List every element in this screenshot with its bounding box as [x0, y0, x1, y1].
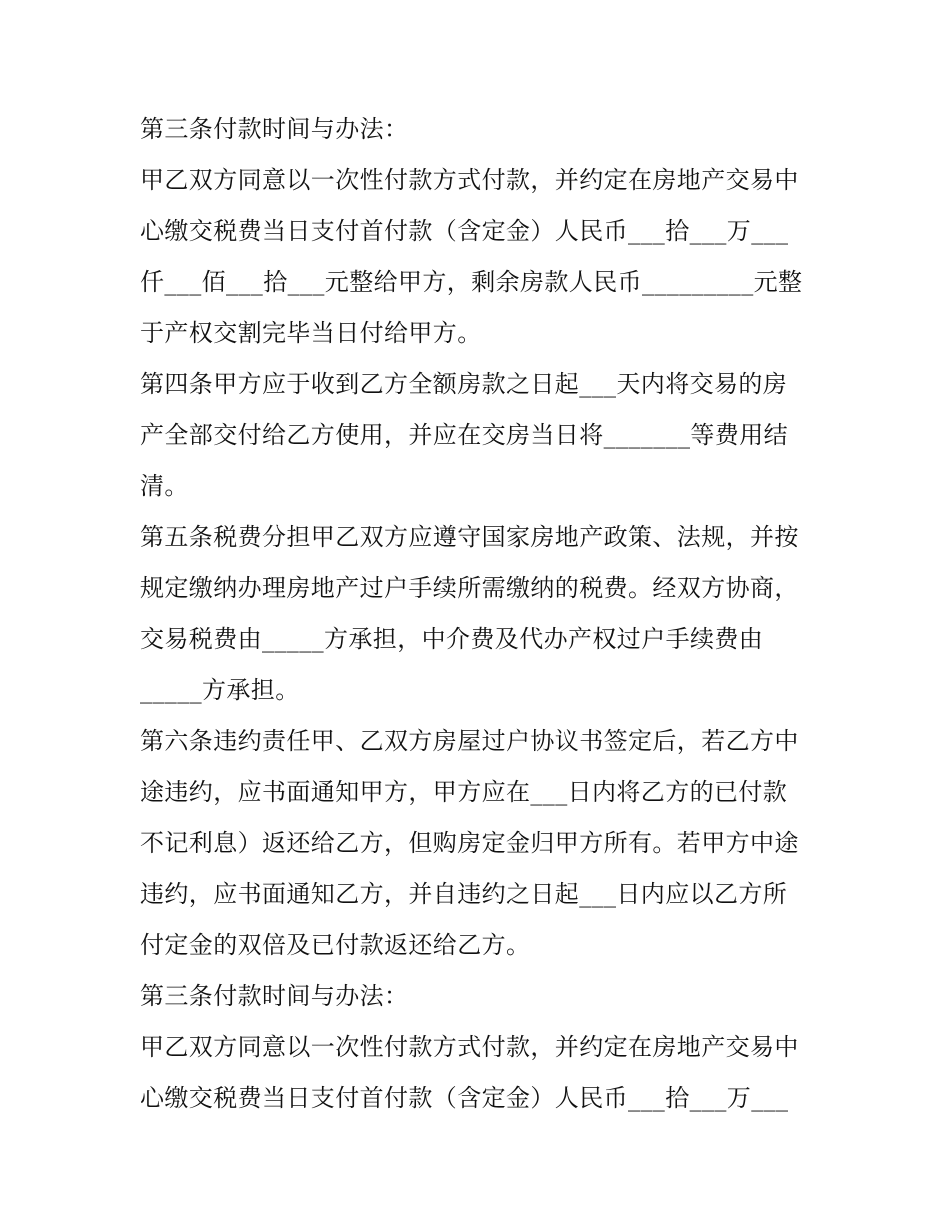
text-line: 违约，应书面通知乙方，并自违约之日起___日内应以乙方所: [140, 880, 788, 908]
text-line: 心缴交税费当日支付首付款（含定金）人民币___拾___万___: [140, 1084, 789, 1112]
text-line: 甲乙双方同意以一次性付款方式付款，并约定在房地产交易中: [140, 166, 799, 194]
text-line: 规定缴纳办理房地产过户手续所需缴纳的税费。经双方协商，: [140, 574, 799, 602]
text-line: 于产权交割完毕当日付给甲方。: [140, 319, 482, 347]
text-line: 不记利息）返还给乙方，但购房定金归甲方所有。若甲方中途: [140, 829, 799, 857]
clause-heading: 第三条付款时间与办法：: [140, 982, 409, 1010]
text-line: 仟___佰___拾___元整给甲方，剩余房款人民币_________元整: [140, 268, 803, 296]
clause-heading: 第三条付款时间与办法：: [140, 115, 409, 143]
document-body: [140, 104, 820, 1124]
text-line: _____方承担。: [140, 676, 300, 704]
text-line: 产全部交付给乙方使用，并应在交房当日将_______等费用结: [140, 421, 788, 449]
text-line: 清。: [140, 472, 189, 500]
text-line: 第五条税费分担甲乙双方应遵守国家房地产政策、法规，并按: [140, 523, 799, 551]
text-line: 甲乙双方同意以一次性付款方式付款，并约定在房地产交易中: [140, 1033, 799, 1061]
text-line: 途违约，应书面通知甲方，甲方应在___日内将乙方的已付款: [140, 778, 788, 806]
text-line: 交易税费由_____方承担，中介费及代办产权过户手续费由: [140, 625, 764, 653]
text-line: 第四条甲方应于收到乙方全额房款之日起___天内将交易的房: [140, 370, 788, 398]
text-line: 心缴交税费当日支付首付款（含定金）人民币___拾___万___: [140, 217, 789, 245]
text-line: 第六条违约责任甲、乙双方房屋过户协议书签定后，若乙方中: [140, 727, 799, 755]
text-line: 付定金的双倍及已付款返还给乙方。: [140, 931, 531, 959]
